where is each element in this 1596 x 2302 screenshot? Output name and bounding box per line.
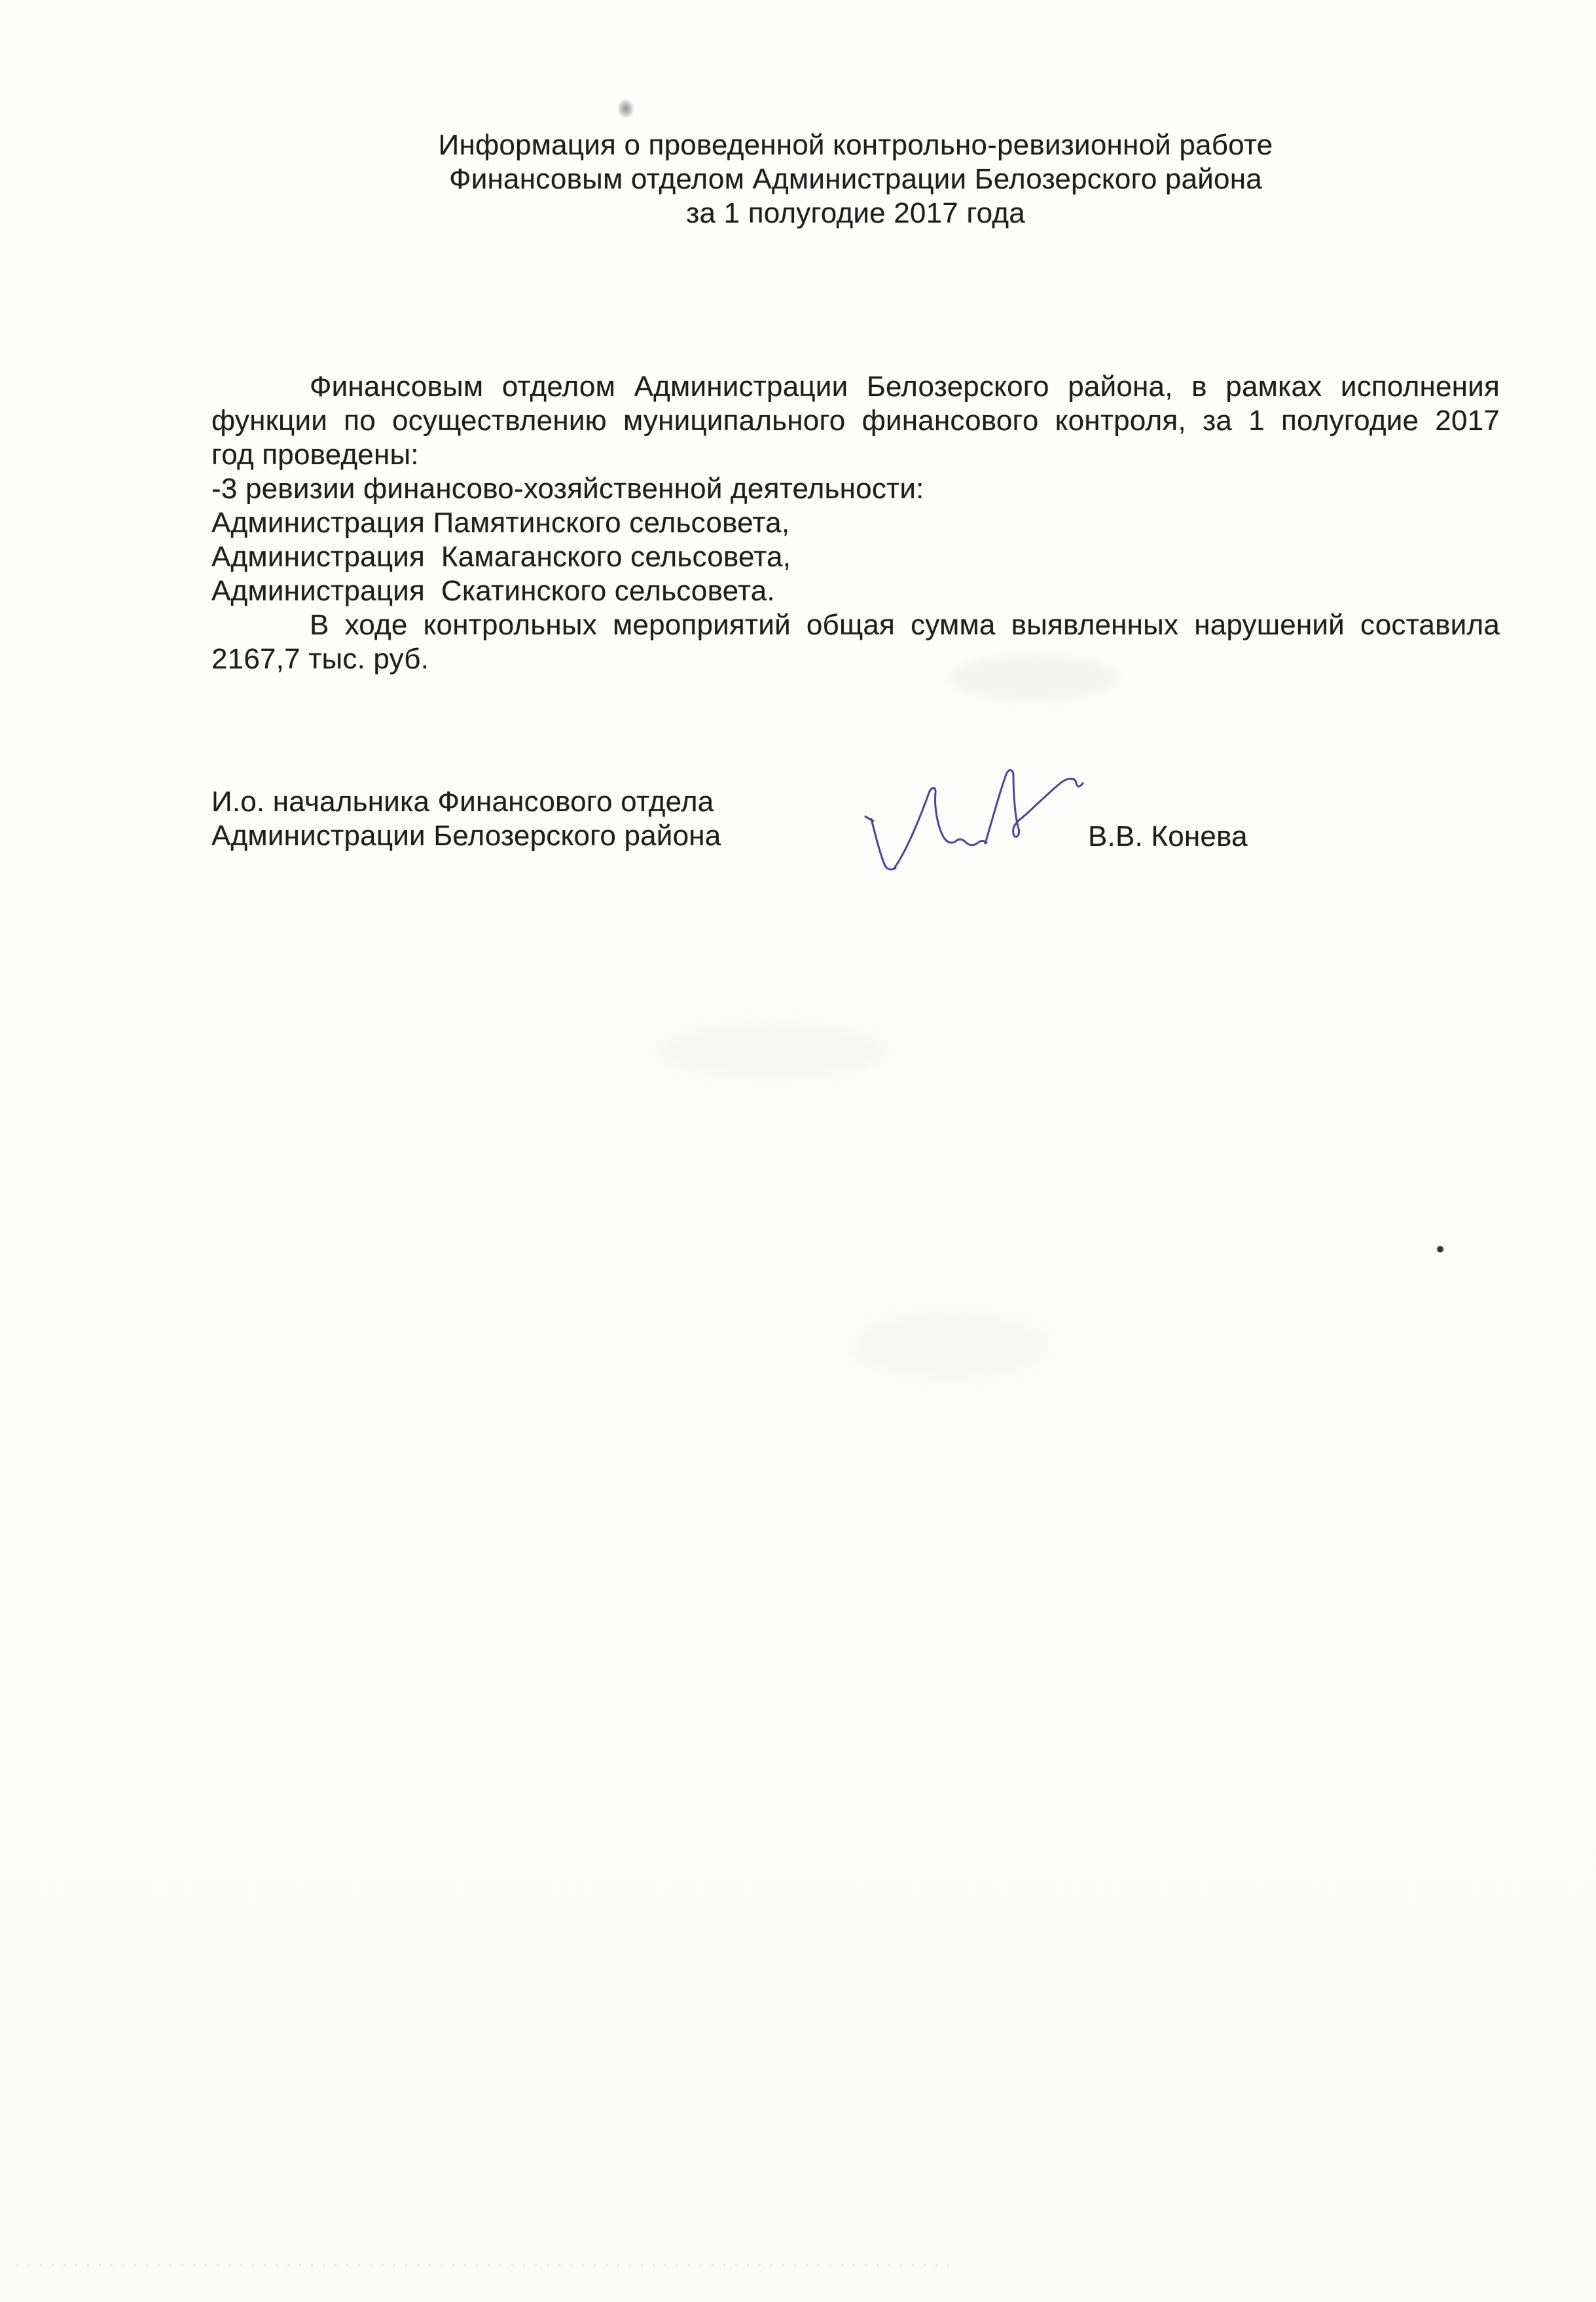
scan-edge-artifact (16, 2264, 952, 2266)
document-title (211, 128, 1500, 230)
ink-dot-artifact (1437, 1246, 1443, 1252)
title-line-2: Финансовым отделом Администрации Белозерского района (449, 163, 1262, 195)
body-line: Администрация Скатинского сельсовета. (211, 575, 775, 607)
signature-stroke-main (894, 788, 987, 869)
title-line-3: за 1 полугодие 2017 года (686, 197, 1025, 229)
body-line: -3 ревизии финансово-хозяйственной деятельности: (211, 473, 924, 505)
body-line: 2167,7 тыс. руб. (211, 643, 429, 675)
signatory-name: В.В. Конева (1088, 820, 1248, 852)
scan-smudge (655, 1021, 890, 1080)
body-line: В ходе контрольных мероприятий общая сумма выявленных нарушений составила (310, 609, 1500, 641)
body-line: год проведены: (211, 439, 419, 471)
body-line: Финансовым отделом Администрации Белозерского района, в рамках исполнения (310, 371, 1500, 403)
scan-smudge (949, 655, 1119, 701)
handwritten-signature-ink (851, 746, 1113, 943)
signatory-position-line-2: Администрации Белозерского района (211, 820, 721, 852)
title-line-1: Информация о проведенной контрольно-ревизионной работе (438, 129, 1273, 161)
scan-speck-artifact (618, 100, 634, 118)
signature-stroke-downstroke (871, 819, 896, 869)
body-line: функции по осуществлению муниципального финансового контроля, за 1 полугодие 2017 (211, 405, 1500, 437)
document-body (211, 370, 1500, 676)
scan-smudge (851, 1309, 1047, 1381)
signature-position-block (211, 785, 932, 853)
signatory-position-line-1: И.о. начальника Финансового отдела (211, 786, 714, 818)
body-line: Администрация Камаганского сельсовета, (211, 541, 791, 573)
body-line: Администрация Памятинского сельсовета, (211, 507, 790, 539)
signature-stroke-flourish (985, 770, 1083, 843)
